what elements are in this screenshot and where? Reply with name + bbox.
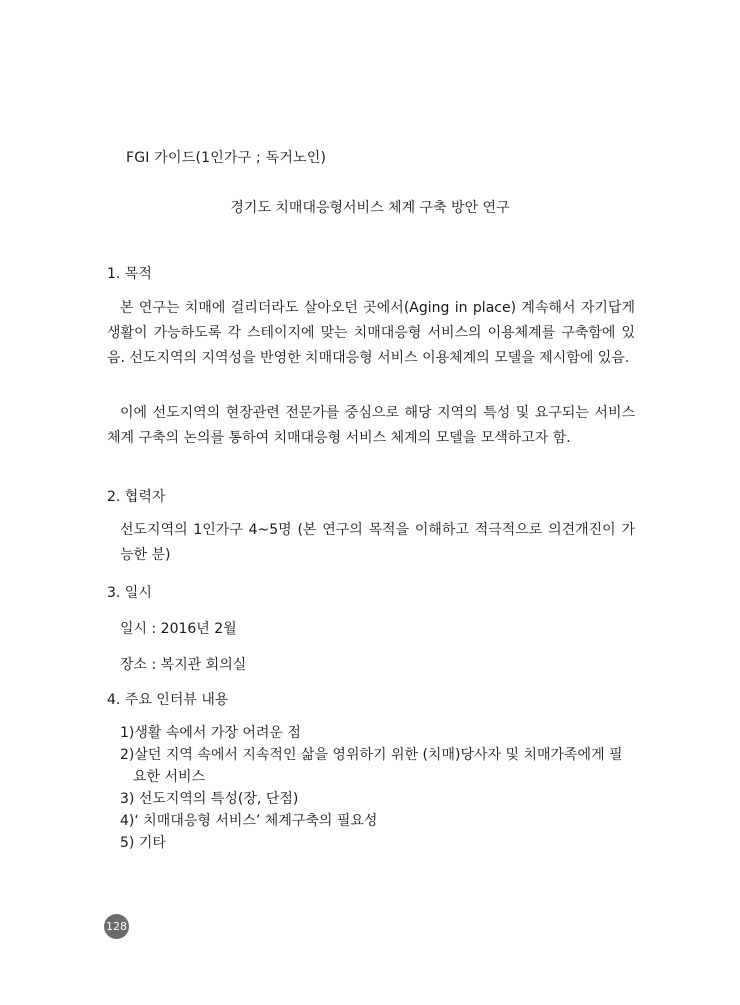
list-item: 3) 선도지역의 특성(장, 단점) bbox=[120, 791, 299, 807]
schedule-place-line: 장소 : 복지관 회의실 bbox=[120, 657, 247, 673]
participants-text: 선도지역의 1인가구 4~5명 (본 연구의 목적을 이해하고 적극적으로 의견개진이 가능한 분) bbox=[120, 522, 635, 563]
document-type-label: FGI 가이드(1인가구 ; 독거노인) bbox=[126, 150, 327, 166]
page-number-badge: 128 bbox=[104, 914, 129, 939]
purpose-paragraph-1: 본 연구는 치매에 걸리더라도 살아오던 곳에서(Aging in place) 계속해서 자기답게 생활이 가능하도록 각 스테이지에 맞는 치매대응형 서비스의 이용체계를 구축함에 있음. 선도지역의 지역성을 반영한 치매대응형 서비스 이용체계의 모델을 제시함에 있음. bbox=[107, 300, 635, 366]
interview-topic-list bbox=[120, 722, 635, 854]
section-heading-interview: 4. 주요 인터뷰 내용 bbox=[107, 692, 229, 708]
list-item: 2)살던 지역 속에서 지속적인 삶을 영위하기 위한 (치매)당사자 및 치매가족에게 필요한 서비스 bbox=[120, 747, 623, 785]
section-heading-participants: 2. 협력자 bbox=[107, 489, 166, 505]
section-heading-purpose: 1. 목적 bbox=[107, 266, 152, 282]
schedule-date-line: 일시 : 2016년 2월 bbox=[120, 621, 237, 637]
list-item: 5) 기타 bbox=[120, 835, 166, 851]
page-title: 경기도 치매대응형서비스 체계 구축 방안 연구 bbox=[230, 200, 510, 216]
section-heading-schedule: 3. 일시 bbox=[107, 585, 152, 601]
list-item: 1)생활 속에서 가장 어려운 점 bbox=[120, 725, 301, 741]
purpose-paragraph-2: 이에 선도지역의 현장관련 전문가를 중심으로 해당 지역의 특성 및 요구되는 서비스 체계 구축의 논의를 통하여 치매대응형 서비스 체계의 모델을 모색하고자 함. bbox=[107, 405, 635, 446]
list-item: 4)‘ 치매대응형 서비스’ 체계구축의 필요성 bbox=[120, 813, 378, 829]
